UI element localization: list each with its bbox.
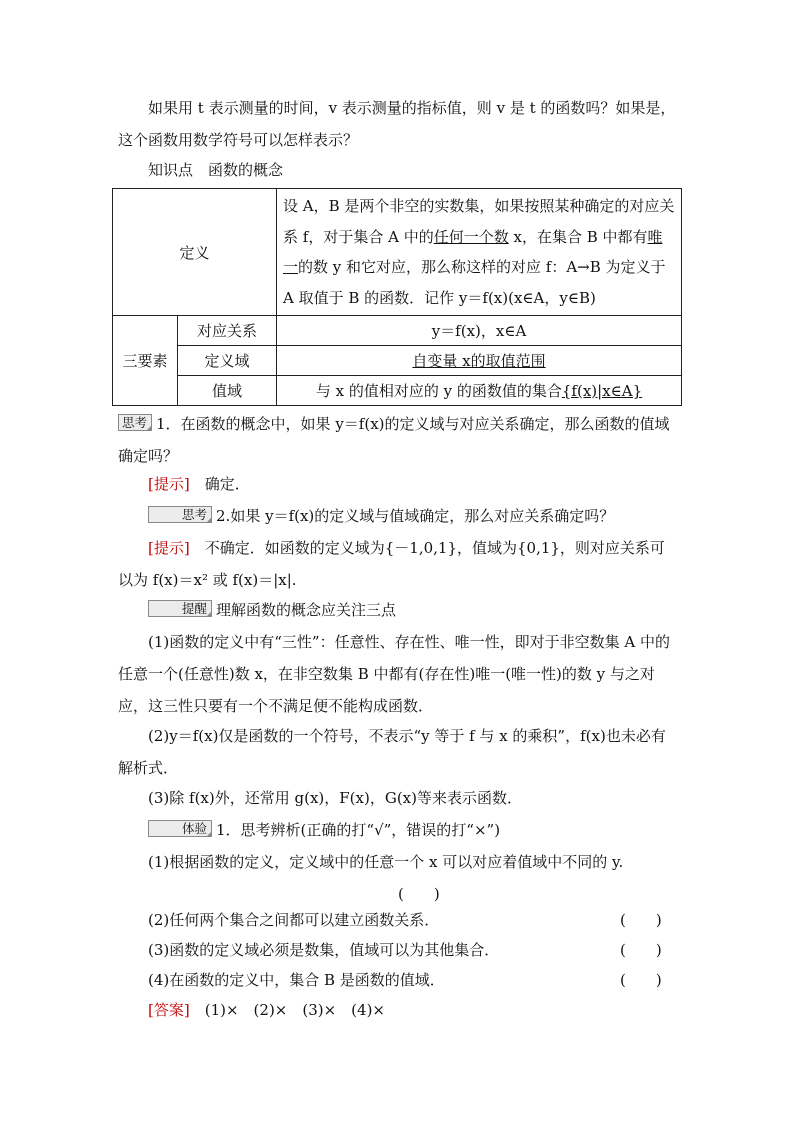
think-tag: 思考 [148,506,212,523]
think-2: 思考 2.如果 y＝f(x)的定义域与值域确定，那么对应关系确定吗？ [118,500,678,532]
answer-tag: [答案] [148,1001,190,1019]
answer-blank-2: ( ) [620,911,662,929]
experience-tag: 体验 [148,820,212,837]
hint-2: [提示] 不确定．如函数的定义域为{－1,0,1}，值域为{0,1}，则对应关系可以为 f(x)＝x² 或 f(x)＝|x|. [118,539,665,589]
row-value-range: 与 x 的值相对应的 y 的函数值的集合{f(x)|x∈A} [277,376,682,406]
row-value-domain: 自变量 x的取值范围 [277,346,682,376]
hint-1: [提示] 确定． [148,475,250,493]
answer-line: [答案] (1)× (2)× (3)× (4)× [148,1001,385,1019]
remind-tag: 提醒 [148,600,212,617]
question-1: (1)根据函数的定义，定义域中的任意一个 x 可以对应着值域中不同的 y. [148,853,624,871]
question-3: (3)函数的定义域必须是数集，值域可以为其他集合． [148,941,500,959]
definition-label: 定义 [113,189,277,316]
remind-point-3: (3)除 f(x)外，还常用 g(x)，F(x)，G(x)等来表示函数． [148,789,522,807]
question-2: (2)任何两个集合之间都可以建立函数关系． [148,911,440,929]
answer-blank-3: ( ) [620,941,662,959]
section-title: 知识点 函数的概念 [148,161,284,179]
remind-heading: 提醒 理解函数的概念应关注三点 [118,594,678,626]
answer-blank-1: ( ) [398,885,440,903]
question-4: (4)在函数的定义中，集合 B 是函数的值域． [148,971,445,989]
experience-heading: 体验 1．思考辨析(正确的打“√”，错误的打“×”) [118,814,678,846]
remind-point-2: (2)y＝f(x)仅是函数的一个符号，不表示“y 等于 f 与 x 的乘积”，f(x)也未必有解析式． [118,727,666,777]
remind-point-1: (1)函数的定义中有“三性”：任意性、存在性、唯一性，即对于非空数集 A 中的任意一个(任意性)数 x，在非空数集 B 中都有(存在性)唯一(唯一性)的数 y 与之对应，这三性只要有一个不满足便不能构成函数． [118,633,670,715]
row-name-range: 值域 [178,376,277,406]
row-name-domain: 定义域 [178,346,277,376]
concept-table [112,188,682,406]
think-tag: 思考 [118,414,152,431]
answer-blank-4: ( ) [620,971,662,989]
intro-paragraph: 如果用 t 表示测量的时间，v 表示测量的指标值，则 v 是 t 的函数吗？如果是，这个函数用数学符号可以怎样表示？ [118,99,676,149]
row-name-correspondence: 对应关系 [178,316,277,346]
think-1: 思考 1．在函数的概念中，如果 y＝f(x)的定义域与对应关系确定，那么函数的值域确定吗？ [118,415,670,465]
row-value-correspondence: y＝f(x)，x∈A [277,316,682,346]
three-elements-label: 三要素 [113,316,178,406]
definition-text: 设 A，B 是两个非空的实数集，如果按照某种确定的对应关系 f，对于集合 A 中的任何一个数 x，在集合 B 中都有唯一的数 y 和它对应，那么称这样的对应 f：A→B 为定义于 A 取值于 B 的函数．记作 y＝f(x)(x∈A，y∈B) [277,189,682,316]
